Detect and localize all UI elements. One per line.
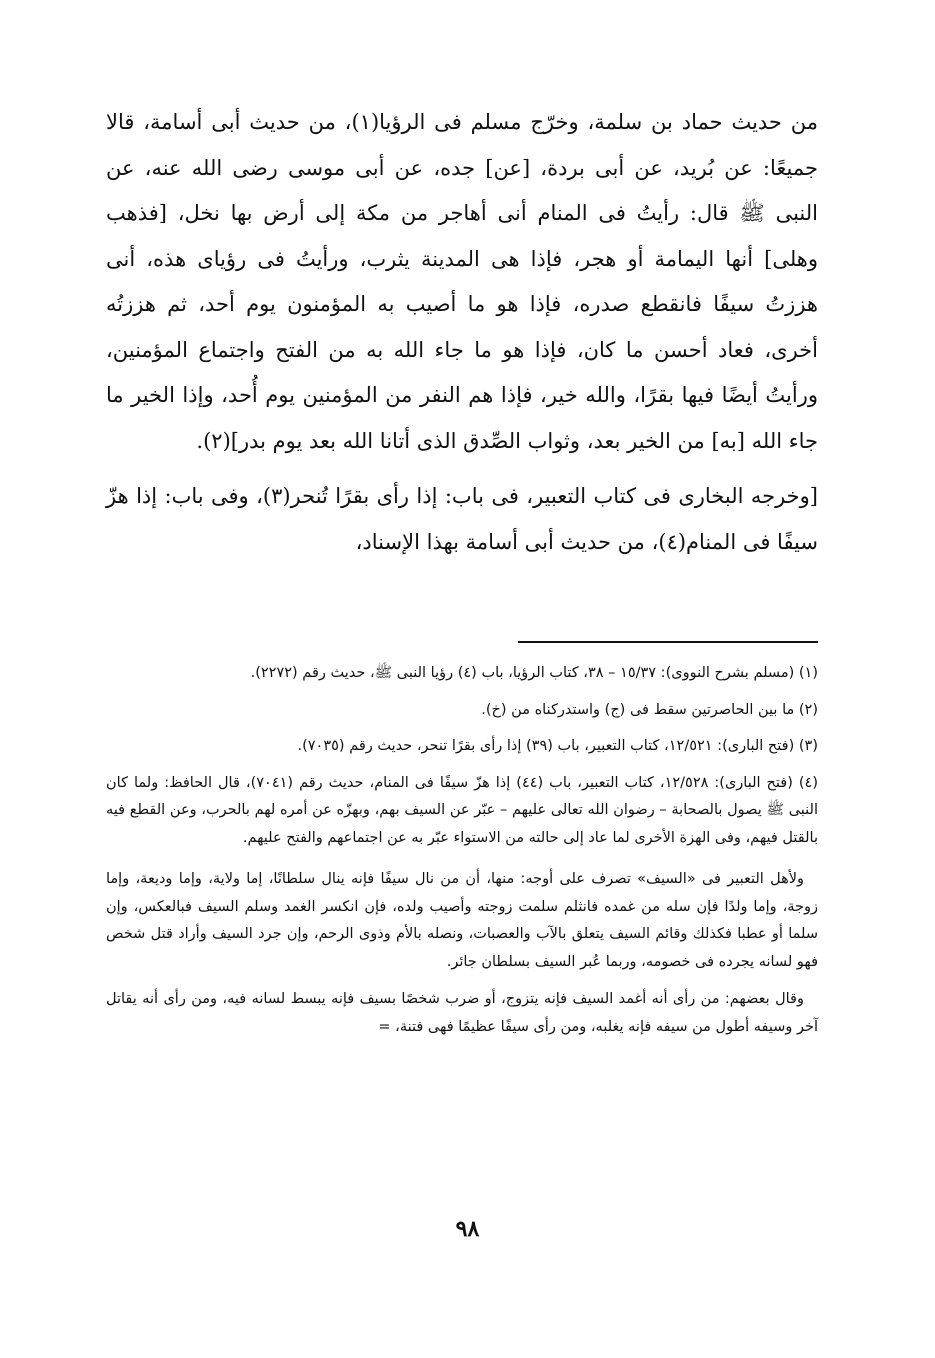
page-number: ٩٨: [455, 1216, 480, 1242]
footnote: (٢) ما بين الحاصرتين سقط فى (ج) واستدركناه من (خ).: [481, 701, 818, 718]
footnote: (٣) (فتح البارى): ١٢/٥٢١، كتاب التعبير، باب (٣٩) إذا رأى بقرًا تنحر، حديث رقم (٧٠٣٥).: [297, 738, 818, 754]
main-paragraph: [وخرجه البخارى فى كتاب التعبير، فى باب: إذا رأى بقرًا تُنحر(٣)، وفى باب: إذا هزّ سيفًا فى المنام(٤)، من حديث أبى أسامة بهذا الإسناد،: [106, 484, 818, 554]
footnotes: [106, 660, 818, 1041]
footnote-commentary: ولأهل التعبير فى «السيف» تصرف على أوجه: منها، أن من نال سيفًا فإنه ينال سلطانًا، إما ولاية، وإما وديعة، وإما زوجة، وإما ولدًا فإن سله من غمده فانثلم سلمت زوجته وأصيب ولده، فإن انكسر الغمد وسلم السيف فبالعكس، وإن سلما أو عطبا فكذلك وقائم السيف يتعلق بالآب والعصبات، ونصله بالأم وذوى الرحم، وإن جرد السيف وأراد قتل شخص فهو لسانه يجرده فى خصومه، وربما عُبر السيف بسلطان جائر.: [106, 871, 818, 970]
main-text: [106, 100, 818, 565]
footnote-commentary: وقال بعضهم: من رأى أنه أغمد السيف فإنه يتزوج، أو ضرب شخصًا بسيف فإنه يبسط لسانه فيه، ومن رأى أنه يقاتل آخر وسيفه أطول من سيفه فإنه يغلبه، ومن رأى سيفًا عظيمًا فهى فتنة، =: [106, 991, 818, 1035]
footnote: (٤) (فتح البارى): ١٢/٥٢٨، كتاب التعبير، باب (٤٤) إذا هزّ سيفًا فى المنام، حديث رقم (٧٠٤١)، قال الحافظ: ولما كان النبى ﷺ يصول بالصحابة – رضوان الله تعالى عليهم – عبّر عن السيف بهم، وبهزّه عن أمره لهم بالحرب، وعن القطع فيه بالقتل فيهم، وفى الهزة الأخرى لما عاد إلى حالته من الاستواء عبّر به عن اجتماعهم والفتح عليهم.: [106, 774, 819, 846]
main-paragraph: من حديث حماد بن سلمة، وخرّج مسلم فى الرؤيا(١)، من حديث أبى أسامة، قالا جميعًا: عن بُريد، عن أبى بردة، [عن] جده، عن أبى موسى رضى الله عنه، عن النبى ﷺ قال: رأيتُ فى المنام أنى أهاجر من مكة إلى أرض بها نخل، [فذهب وهلى] أنها اليمامة أو هجر، فإذا هى المدينة يثرب، ورأيتُ فى رؤياى هذه، أنى هززتُ سيفًا فانقطع صدره، فإذا هو ما أصيب به المؤمنون يوم أحد، ثم هززتُه أخرى، فعاد أحسن ما كان، فإذا هو ما جاء الله به من الفتح واجتماع المؤمنين، ورأيتُ أيضًا فيها بقرًا، والله خير، فإذا هم النفر من المؤمنين يوم أُحد، وإذا الخير ما جاء الله [به] من الخير بعد، وثواب الصِّدق الذى أتانا الله بعد يوم بدر](٢).: [106, 110, 818, 453]
footnote: (١) (مسلم بشرح النووى): ١٥/٣٧ – ٣٨، كتاب الرؤيا، باب (٤) رؤيا النبى ﷺ، حديث رقم (٢٢٧٢).: [250, 665, 818, 681]
footnote-separator: [518, 641, 818, 643]
